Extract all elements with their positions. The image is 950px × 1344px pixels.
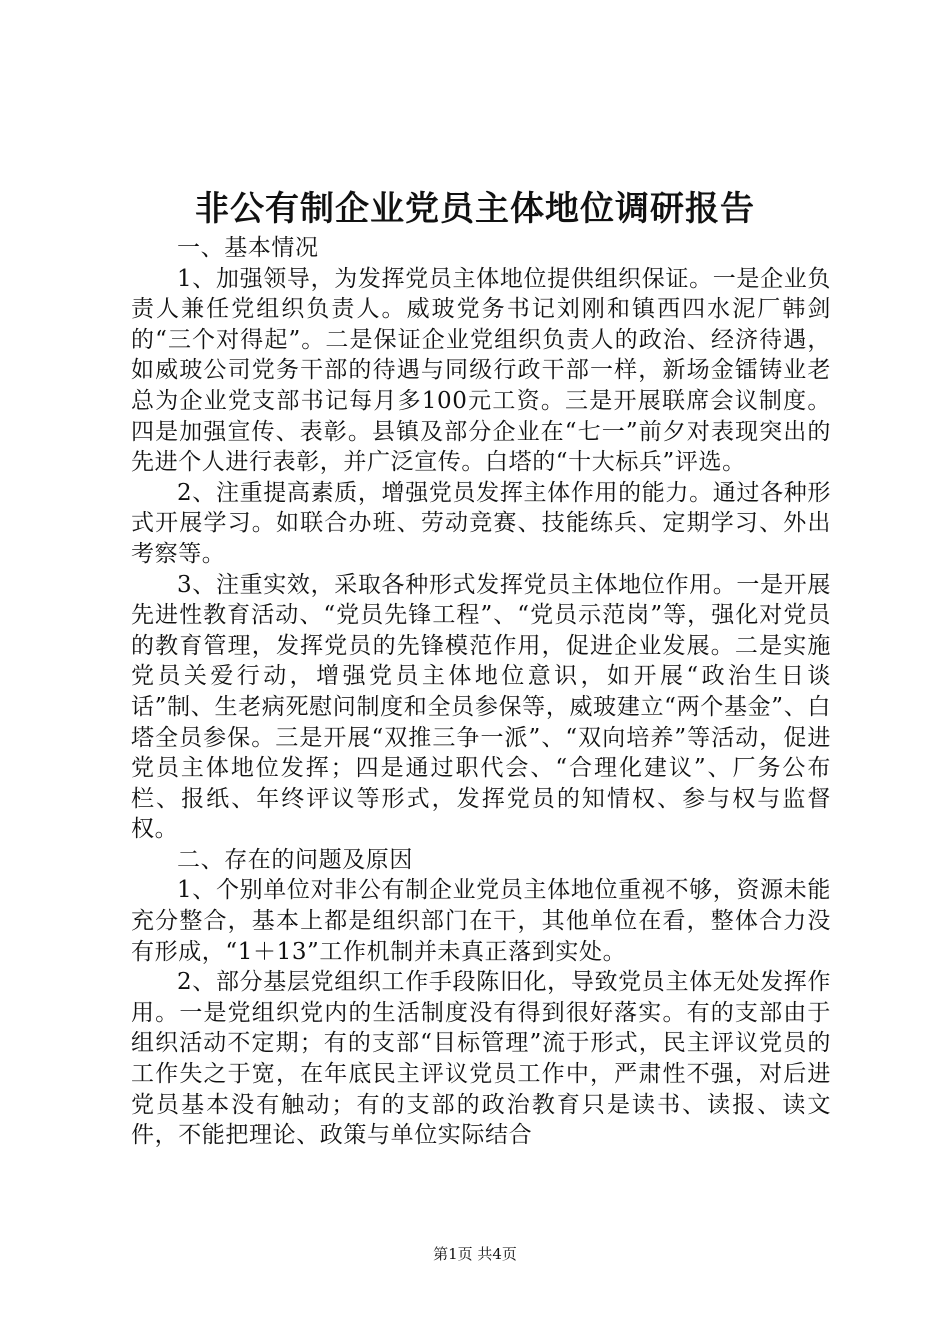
document-body <box>131 233 831 1151</box>
section-heading-basic-situation: 一、基本情况 <box>177 235 319 261</box>
paragraph: 2、部分基层党组织工作手段陈旧化，导致党员主体无处发挥作用。一是党组织党内的生活制度没有得到很好落实。有的支部由于组织活动不定期；有的支部“目标管理”流于形式，民主评议党员的工作失之于宽，在年底民主评议党员工作中，严肃性不强，对后进党员基本没有触动；有的支部的政治教育只是读书、读报、读文件，不能把理论、政策与单位实际结合 <box>131 969 831 1149</box>
page-title: 非公有制企业党员主体地位调研报告 <box>195 189 755 229</box>
paragraph: 3、注重实效，采取各种形式发挥党员主体地位作用。一是开展先进性教育活动、“党员先锋工程”、“党员示范岗”等，强化对党员的教育管理，发挥党员的先锋模范作用，促进企业发展。二是实施党员关爱行动，增强党员主体地位意识，如开展“政治生日谈话”制、生老病死慰问制度和全员参保等，威玻建立“两个基金”、白塔全员参保。三是开展“双推三争一派”、“双向培养”等活动，促进党员主体地位发挥；四是通过职代会、“合理化建议”、厂务公布栏、报纸、年终评议等形式，发挥党员的知情权、参与权与监督权。 <box>131 571 831 843</box>
paragraph: 1、个别单位对非公有制企业党员主体地位重视不够，资源未能充分整合，基本上都是组织部门在干，其他单位在看，整体合力没有形成，“1＋13”工作机制并未真正落到实处。 <box>131 877 831 965</box>
paragraph: 1、加强领导，为发挥党员主体地位提供组织保证。一是企业负责人兼任党组织负责人。威玻党务书记刘刚和镇西四水泥厂韩剑的“三个对得起”。二是保证企业党组织负责人的政治、经济待遇，如威玻公司党务干部的待遇与同级行政干部一样，新场金镭铸业老总为企业党支部书记每月多100元工资。三是开展联席会议制度。四是加强宣传、表彰。县镇及部分企业在“七一”前夕对表现突出的先进个人进行表彰，并广泛宣传。白塔的“十大标兵”评选。 <box>131 265 831 476</box>
section-heading-problems: 二、存在的问题及原因 <box>177 846 413 873</box>
paragraph: 2、注重提高素质，增强党员发挥主体作用的能力。通过各种形式开展学习。如联合办班、劳动竞赛、技能练兵、定期学习、外出考察等。 <box>131 479 831 567</box>
page-number-footer: 第1页 共4页 <box>433 1245 517 1263</box>
